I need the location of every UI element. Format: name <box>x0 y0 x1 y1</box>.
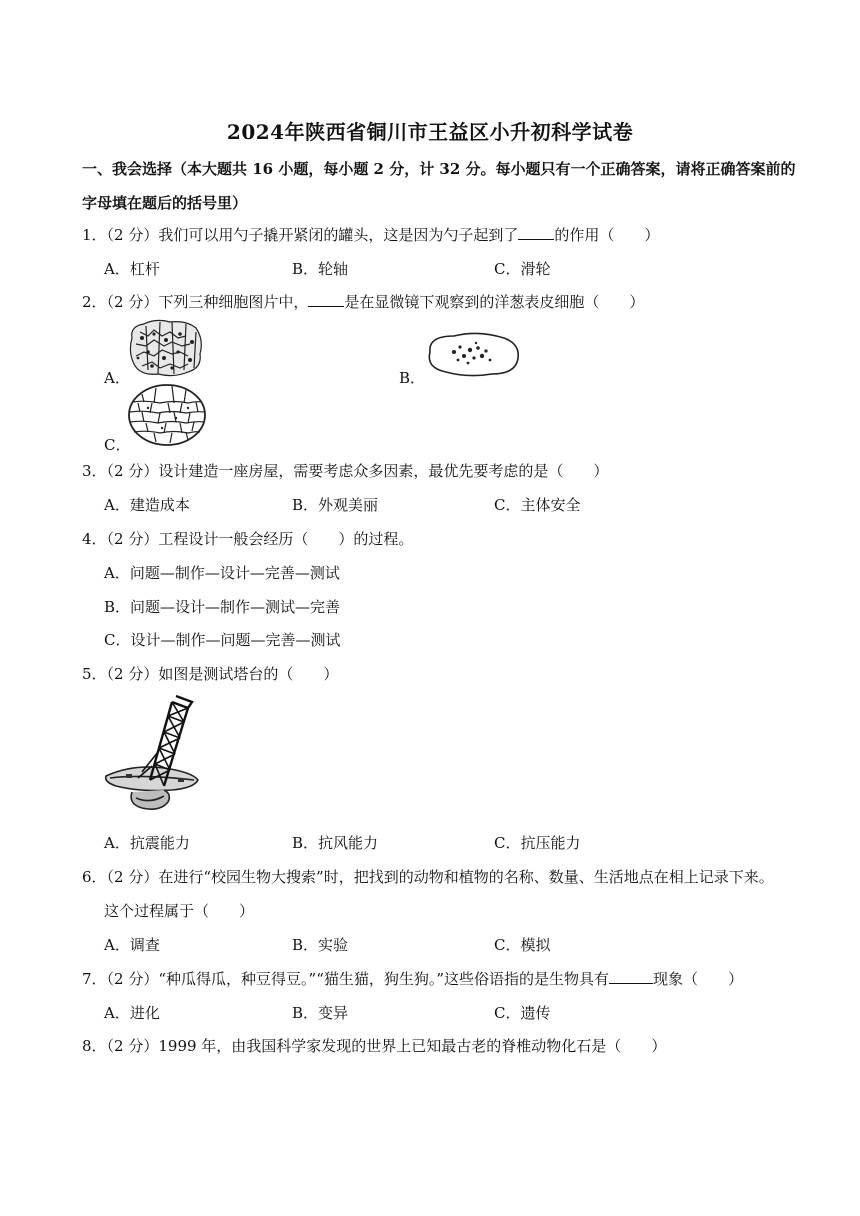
question-3-paren-close: ） <box>593 462 609 480</box>
answer-blank <box>308 294 344 307</box>
question-2-option-a: A． <box>104 369 130 387</box>
question-6-stem: 6．（2 分）在进行“校园生物大搜索”时，把找到的动物和植物的名称、数量、生活地点在相上记录下来。 <box>82 868 774 886</box>
page-title: 2024年陕西省铜川市王益区小升初科学试卷 <box>226 120 634 144</box>
question-2-text: 2．（2 分）下列三种细胞图片中， <box>82 293 309 311</box>
question-7-option-a: A．进化 <box>104 1004 160 1022</box>
question-3-stem <box>82 460 608 481</box>
question-1-option-b: B．轮轴 <box>292 260 349 278</box>
question-1-option-a: A．杠杆 <box>104 260 160 278</box>
question-5-stem <box>82 663 338 684</box>
section-heading-line1: 一、我会选择（本大题共 16 小题，每小题 2 分，计 32 分。每小题只有一个正确答案，请将正确答案前的 <box>82 160 796 178</box>
question-2-paren-close: ） <box>629 293 645 311</box>
question-1-stem <box>82 224 659 245</box>
question-7-option-b: B．变异 <box>292 1004 349 1022</box>
tower-test-image <box>102 694 202 814</box>
cell-image-a <box>126 318 206 378</box>
question-1-option-c: C．滑轮 <box>494 260 551 278</box>
question-4-option-b: B．问题—设计—制作—测试—完善 <box>104 598 341 616</box>
question-6-option-a: A．调查 <box>104 936 160 954</box>
question-4-stem <box>82 528 413 549</box>
question-7-text: 7．（2 分）“种瓜得瓜，种豆得豆。”“猫生猫，狗生狗。”这些俗语指的是生物具有 <box>82 970 610 988</box>
question-7-option-c: C．遗传 <box>494 1004 551 1022</box>
question-1-text-b: 的作用（ <box>554 226 615 244</box>
question-3-option-c: C．主体安全 <box>494 496 581 514</box>
question-6-option-c: C．模拟 <box>494 936 551 954</box>
cell-image-b <box>424 330 522 380</box>
answer-blank <box>518 227 554 240</box>
question-1-text: 1．（2 分）我们可以用勺子撬开紧闭的罐头，这是因为勺子起到了 <box>82 226 519 244</box>
question-4-option-c: C．设计—制作—问题—完善—测试 <box>104 631 341 649</box>
section-heading-line2: 字母填在题后的括号里） <box>82 194 248 212</box>
question-8-stem <box>82 1035 666 1056</box>
question-5-option-a: A．抗震能力 <box>104 834 190 852</box>
question-5-text: 5．（2 分）如图是测试塔台的（ <box>82 665 294 683</box>
question-3-option-b: B．外观美丽 <box>292 496 379 514</box>
question-4-option-a: A．问题—制作—设计—完善—测试 <box>104 564 340 582</box>
question-6-text-b: 这个过程属于（ <box>104 902 210 920</box>
question-7-stem <box>82 968 743 989</box>
question-7-text-b: 现象（ <box>653 970 699 988</box>
question-8-paren-close: ） <box>651 1037 667 1055</box>
question-4-text-b: ）的过程。 <box>338 530 414 548</box>
answer-blank <box>609 971 653 984</box>
question-6-stem-line2 <box>104 900 254 921</box>
cell-image-c <box>126 382 208 448</box>
question-3-text: 3．（2 分）设计建造一座房屋，需要考虑众多因素，最优先要考虑的是（ <box>82 462 564 480</box>
question-6-option-b: B．实验 <box>292 936 349 954</box>
question-2-option-b: B． <box>399 369 426 387</box>
question-1-paren-close: ） <box>644 226 660 244</box>
question-4-text: 4．（2 分）工程设计一般会经历（ <box>82 530 309 548</box>
question-5-option-b: B．抗风能力 <box>292 834 379 852</box>
question-8-text: 8．（2 分）1999 年，由我国科学家发现的世界上已知最古老的脊椎动物化石是（ <box>82 1037 622 1055</box>
question-7-paren-close: ） <box>728 970 744 988</box>
question-2-text-b: 是在显微镜下观察到的洋葱表皮细胞（ <box>344 293 600 311</box>
question-3-option-a: A．建造成本 <box>104 496 190 514</box>
question-5-paren-close: ） <box>323 665 339 683</box>
question-5-option-c: C．抗压能力 <box>494 834 581 852</box>
question-6-paren-close: ） <box>239 902 255 920</box>
question-2-option-c: C． <box>104 436 131 454</box>
question-2-stem <box>82 291 644 312</box>
